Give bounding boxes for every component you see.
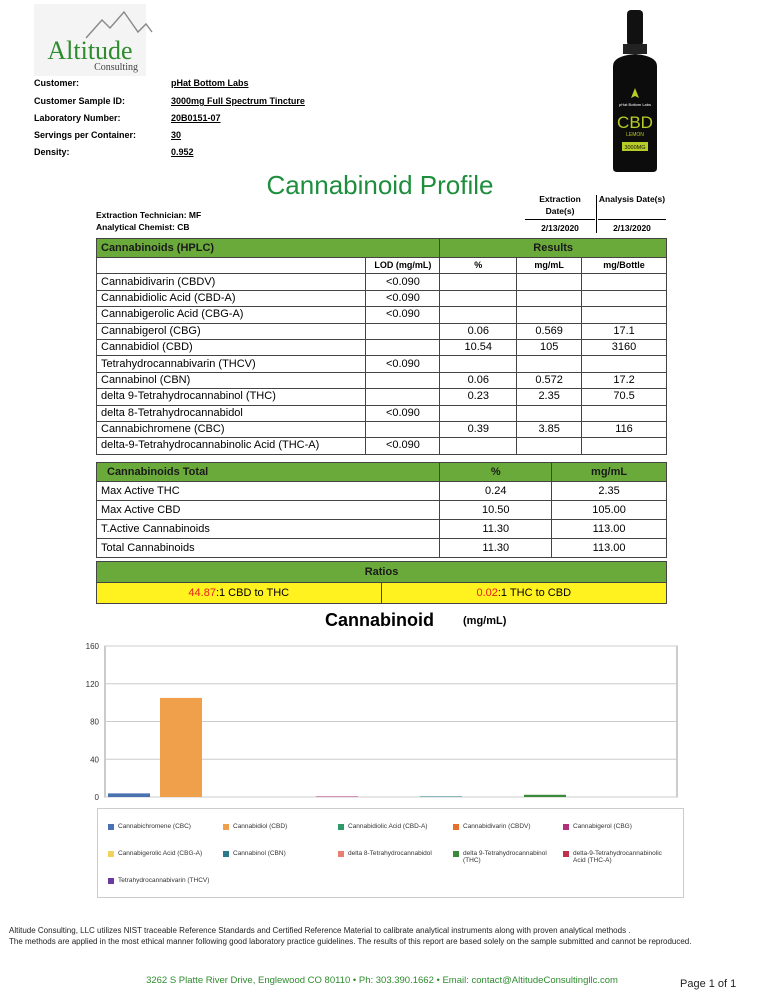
legend-swatch [223,824,229,830]
row-pct [440,274,517,290]
company-logo [34,4,146,76]
row-mgb: 17.1 [582,323,667,339]
legend-label: delta-9-Tetrahydrocannabinolic Acid (THC-A) [573,850,662,864]
table-row [97,405,667,421]
totals-row [97,539,667,558]
legend-label: Tetrahydrocannabivarin (THCV) [118,877,210,884]
col-mgml: mg/mL [517,258,582,274]
customer-value: pHat Bottom Labs [171,78,249,88]
disclaimer-line-1: Altitude Consulting, LLC utilizes NIST traceable Reference Standards and Certified Reference Material to calibrate analytical instruments along with proven analytical methods . [9,926,631,935]
row-mgml [517,405,582,421]
legend-swatch [453,851,459,857]
product-bottle-image [605,8,665,173]
totals-head-mg: mg/mL [552,463,667,482]
legend-swatch [563,851,569,857]
logo-wordmark: Altitude [47,36,133,65]
row-lod [366,389,440,405]
density-label: Density: [34,147,70,157]
row-mgml: 0.569 [517,323,582,339]
bar-cannabinol-cbn- [420,796,462,797]
row-pct [440,356,517,372]
row-lod: <0.090 [366,405,440,421]
totals-name: Max Active CBD [97,501,440,520]
ratios-head: Ratios [97,562,667,583]
legend-label: Cannabigerolic Acid (CBG-A) [118,850,203,857]
extraction-date-value: 2/13/2020 [525,219,595,233]
analysis-date-label: Analysis Date(s) [598,194,666,204]
legend-label: delta 9-Tetrahydrocannabinol (THC) [463,850,547,864]
row-lod: <0.090 [366,290,440,306]
row-mgml: 3.85 [517,421,582,437]
totals-row [97,501,667,520]
legend-item [563,823,675,830]
table-row [97,323,667,339]
row-pct [440,438,517,454]
row-mgml [517,290,582,306]
thc-cbd-ratio-number: 0.02 [476,587,498,599]
row-name: Cannabichromene (CBC) [97,421,366,437]
row-mgb [582,307,667,323]
row-mgb: 116 [582,421,667,437]
row-pct: 0.39 [440,421,517,437]
ratios-header-row [97,562,667,583]
company-address: 3262 S Platte River Drive, Englewood CO 80110 • Ph: 303.390.1662 • Email: contact@AltitudeConsultingllc.com [146,975,618,986]
row-lod [366,339,440,355]
totals-mg: 105.00 [552,501,667,520]
row-mgb [582,290,667,306]
row-name: delta 9-Tetrahydrocannabinol (THC) [97,389,366,405]
cbd-to-thc-ratio [97,583,382,604]
row-name: Cannabidiolic Acid (CBD-A) [97,290,366,306]
ratios-values-row [97,583,667,604]
row-mgml [517,438,582,454]
legend-item [338,823,450,830]
legend-swatch [338,851,344,857]
cannabinoid-results-table [96,238,667,455]
row-mgml: 2.35 [517,389,582,405]
bottle-flavor: LEMON [626,132,644,138]
row-mgb [582,356,667,372]
totals-row [97,520,667,539]
y-tick-label: 0 [94,793,99,802]
legend-label: Cannabinol (CBN) [233,850,286,857]
col-mgbottle: mg/Bottle [582,258,667,274]
totals-name: T.Active Cannabinoids [97,520,440,539]
row-name: Cannabigerolic Acid (CBG-A) [97,307,366,323]
legend-label: delta 8-Tetrahydrocannabidol [348,850,432,857]
row-pct: 0.06 [440,323,517,339]
totals-header-row [97,463,667,482]
legend-item [108,850,220,857]
y-tick-label: 80 [90,717,99,727]
legend-item [338,850,450,857]
totals-name: Max Active THC [97,482,440,501]
legend-label: Cannabigerol (CBG) [573,823,632,830]
lab-number-value: 20B0151-07 [171,113,221,123]
totals-head-title: Cannabinoids Total [97,463,440,482]
totals-pct: 10.50 [440,501,552,520]
cannabinoid-totals-table [96,462,667,558]
row-name: Cannabidiol (CBD) [97,339,366,355]
totals-row [97,482,667,501]
ratios-table [96,561,667,604]
bottle-cbd-text: CBD [617,113,653,132]
logo-subtitle: Consulting [94,62,138,73]
totals-head-pct: % [440,463,552,482]
table-row [97,290,667,306]
servings-value: 30 [171,130,182,140]
legend-swatch [223,851,229,857]
row-lod: <0.090 [366,274,440,290]
density-value: 0.952 [171,147,194,157]
legend-item [453,850,565,864]
table-row [97,339,667,355]
row-lod [366,323,440,339]
table-head-results: Results [440,239,667,258]
totals-mg: 2.35 [552,482,667,501]
thc-cbd-ratio-text: :1 THC to CBD [497,587,572,599]
legend-item [563,850,675,864]
row-pct: 0.23 [440,389,517,405]
bar-delta-9-tetrahydrocannabinol-thc- [524,795,566,797]
row-pct [440,307,517,323]
cannabinoid-bar-chart [60,636,690,806]
date-divider [596,195,597,233]
legend-label: Cannabichromene (CBC) [118,823,191,830]
row-lod: <0.090 [366,307,440,323]
table-row [97,421,667,437]
table-row [97,438,667,454]
analysis-date-block [598,193,666,233]
totals-pct: 11.30 [440,539,552,558]
row-mgml [517,274,582,290]
table-header-row [97,239,667,258]
row-lod [366,372,440,388]
customer-label: Customer: [34,78,80,88]
row-name: delta-9-Tetrahydrocannabinolic Acid (THC-A) [97,438,366,454]
row-mgb: 17.2 [582,372,667,388]
bar-cannabidiol-cbd- [160,698,202,797]
extraction-date-block [525,193,595,233]
col-pct: % [440,258,517,274]
thc-to-cbd-ratio [381,583,667,604]
totals-pct: 0.24 [440,482,552,501]
row-mgb [582,274,667,290]
row-mgml [517,356,582,372]
analysis-date-value: 2/13/2020 [598,219,666,233]
legend-swatch [108,851,114,857]
chart-unit: (mg/mL) [463,615,507,627]
legend-item [223,850,335,857]
y-tick-label: 160 [85,642,99,651]
row-lod [366,421,440,437]
row-mgb [582,405,667,421]
blank-cell [97,258,366,274]
legend-swatch [108,878,114,884]
legend-swatch [338,824,344,830]
row-pct: 10.54 [440,339,517,355]
row-pct: 0.06 [440,372,517,388]
row-mgml [517,307,582,323]
row-name: Cannabinol (CBN) [97,372,366,388]
col-lod: LOD (mg/mL) [366,258,440,274]
totals-name: Total Cannabinoids [97,539,440,558]
legend-label: Cannabidiolic Acid (CBD-A) [348,823,428,830]
legend-label: Cannabidivarin (CBDV) [463,823,531,830]
page-title: Cannabinoid Profile [266,170,494,200]
legend-swatch [108,824,114,830]
totals-mg: 113.00 [552,539,667,558]
row-lod: <0.090 [366,356,440,372]
cbd-thc-ratio-text: :1 CBD to THC [215,587,290,599]
bottle-dose: 3000MG [624,145,646,151]
totals-mg: 113.00 [552,520,667,539]
row-name: delta 8-Tetrahydrocannabidol [97,405,366,421]
servings-label: Servings per Container: [34,130,137,140]
chart-legend [97,808,684,898]
page-number: Page 1 of 1 [680,978,737,990]
row-mgb: 70.5 [582,389,667,405]
row-pct [440,405,517,421]
lab-number-label: Laboratory Number: [34,113,121,123]
table-row [97,356,667,372]
table-row [97,389,667,405]
y-tick-label: 40 [90,755,99,765]
table-row [97,372,667,388]
table-subheader-row [97,258,667,274]
analytical-chemist: Analytical Chemist: CB [96,222,190,232]
table-row [97,274,667,290]
totals-pct: 11.30 [440,520,552,539]
row-mgml: 105 [517,339,582,355]
table-row [97,307,667,323]
legend-swatch [563,824,569,830]
extraction-technician: Extraction Technician: MF [96,210,202,220]
extraction-date-label: Extraction Date(s) [539,194,581,216]
row-mgb [582,438,667,454]
row-name: Cannabidivarin (CBDV) [97,274,366,290]
legend-item [108,823,220,830]
bar-cannabichromene-cbc- [108,793,150,797]
row-lod: <0.090 [366,438,440,454]
legend-item [108,877,220,884]
row-mgml: 0.572 [517,372,582,388]
row-name: Tetrahydrocannabivarin (THCV) [97,356,366,372]
legend-item [223,823,335,830]
disclaimer-line-2: The methods are applied in the most ethical manner following good laboratory practice guidelines. The results of this report are based solely on the sample submitted and cannot be reproduced. [9,937,692,946]
chart-title: Cannabinoid [325,610,434,630]
legend-swatch [453,824,459,830]
row-pct [440,290,517,306]
sample-id-label: Customer Sample ID: [34,96,126,106]
row-mgb: 3160 [582,339,667,355]
bottle-brand: pHat Bottom Labs [618,102,652,107]
table-head-title: Cannabinoids (HPLC) [97,239,440,258]
row-name: Cannabigerol (CBG) [97,323,366,339]
bar-cannabigerol-cbg- [316,796,358,797]
legend-label: Cannabidiol (CBD) [233,823,288,830]
legend-item [453,823,565,830]
cbd-thc-ratio-number: 44.87 [188,587,216,599]
disclaimer [9,925,749,947]
sample-id-value: 3000mg Full Spectrum Tincture [171,96,305,106]
y-tick-label: 120 [85,679,99,689]
